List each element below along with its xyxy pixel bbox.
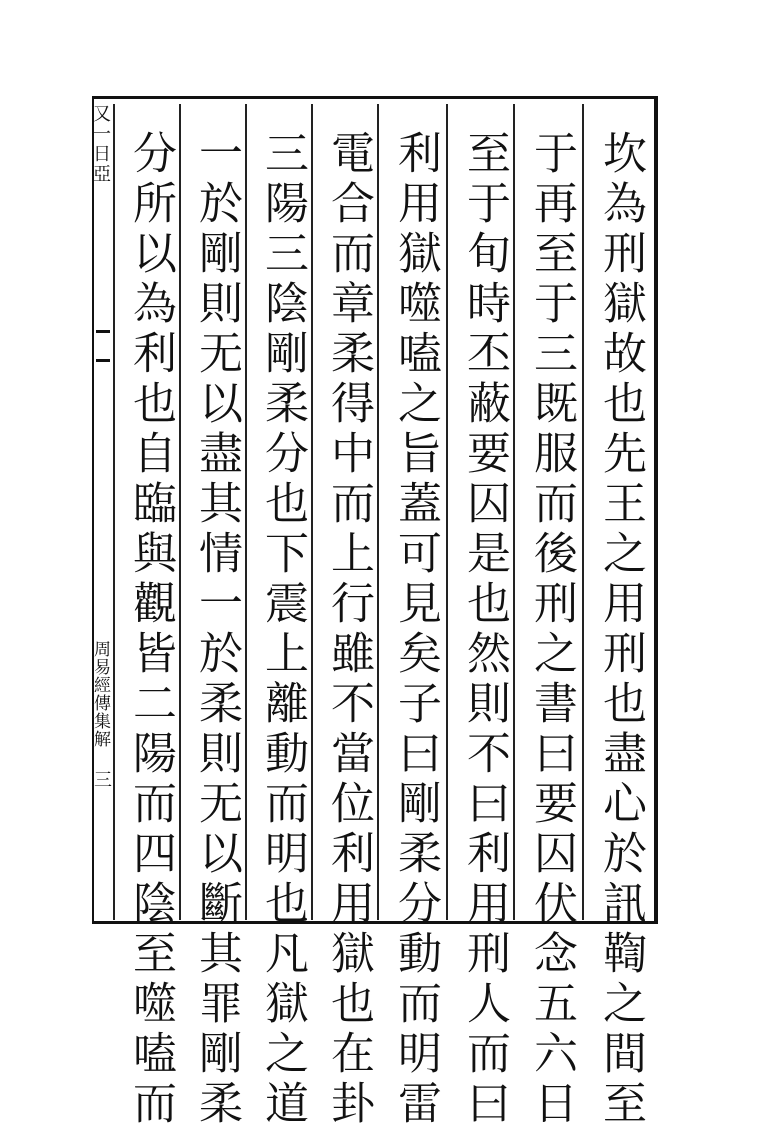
page-border-left xyxy=(92,96,94,924)
text-column-3: 至于旬時丕蔽要囚是也然則不曰利用刑人而曰 xyxy=(459,130,510,1130)
text-column-8: 分所以為利也自臨與觀皆二陽而四陰至噬嗑而 xyxy=(125,130,176,1130)
text-column-2: 于再至于三既服而後刑之書曰要囚伏念五六日 xyxy=(526,130,577,1130)
margin-page-number: 三 xyxy=(91,770,112,788)
column-rule xyxy=(377,104,379,920)
text-column-1: 坎為刑獄故也先王之用刑也盡心於訊鞫之間至 xyxy=(595,130,646,1130)
column-rule xyxy=(446,104,448,920)
column-rule xyxy=(113,104,115,920)
column-rule xyxy=(179,104,181,920)
fish-tail-mark xyxy=(96,330,110,362)
margin-book-title: 周易經傳集解 xyxy=(90,640,110,748)
column-rule xyxy=(513,104,515,920)
column-rule xyxy=(245,104,247,920)
margin-top-text: 又一日亞 xyxy=(90,104,111,184)
text-column-4: 利用獄噬嗑之旨蓋可見矣子曰剛柔分動而明雷 xyxy=(390,130,441,1130)
text-column-6: 三陽三陰剛柔分也下震上離動而明也凡獄之道 xyxy=(257,130,308,1130)
text-column-5: 電合而章柔得中而上行雖不當位利用獄也在卦 xyxy=(323,130,374,1130)
column-rule xyxy=(311,104,313,920)
column-rule xyxy=(582,104,584,920)
text-column-7: 一於剛則无以盡其情一於柔則无以斷其罪剛柔 xyxy=(191,130,242,1130)
